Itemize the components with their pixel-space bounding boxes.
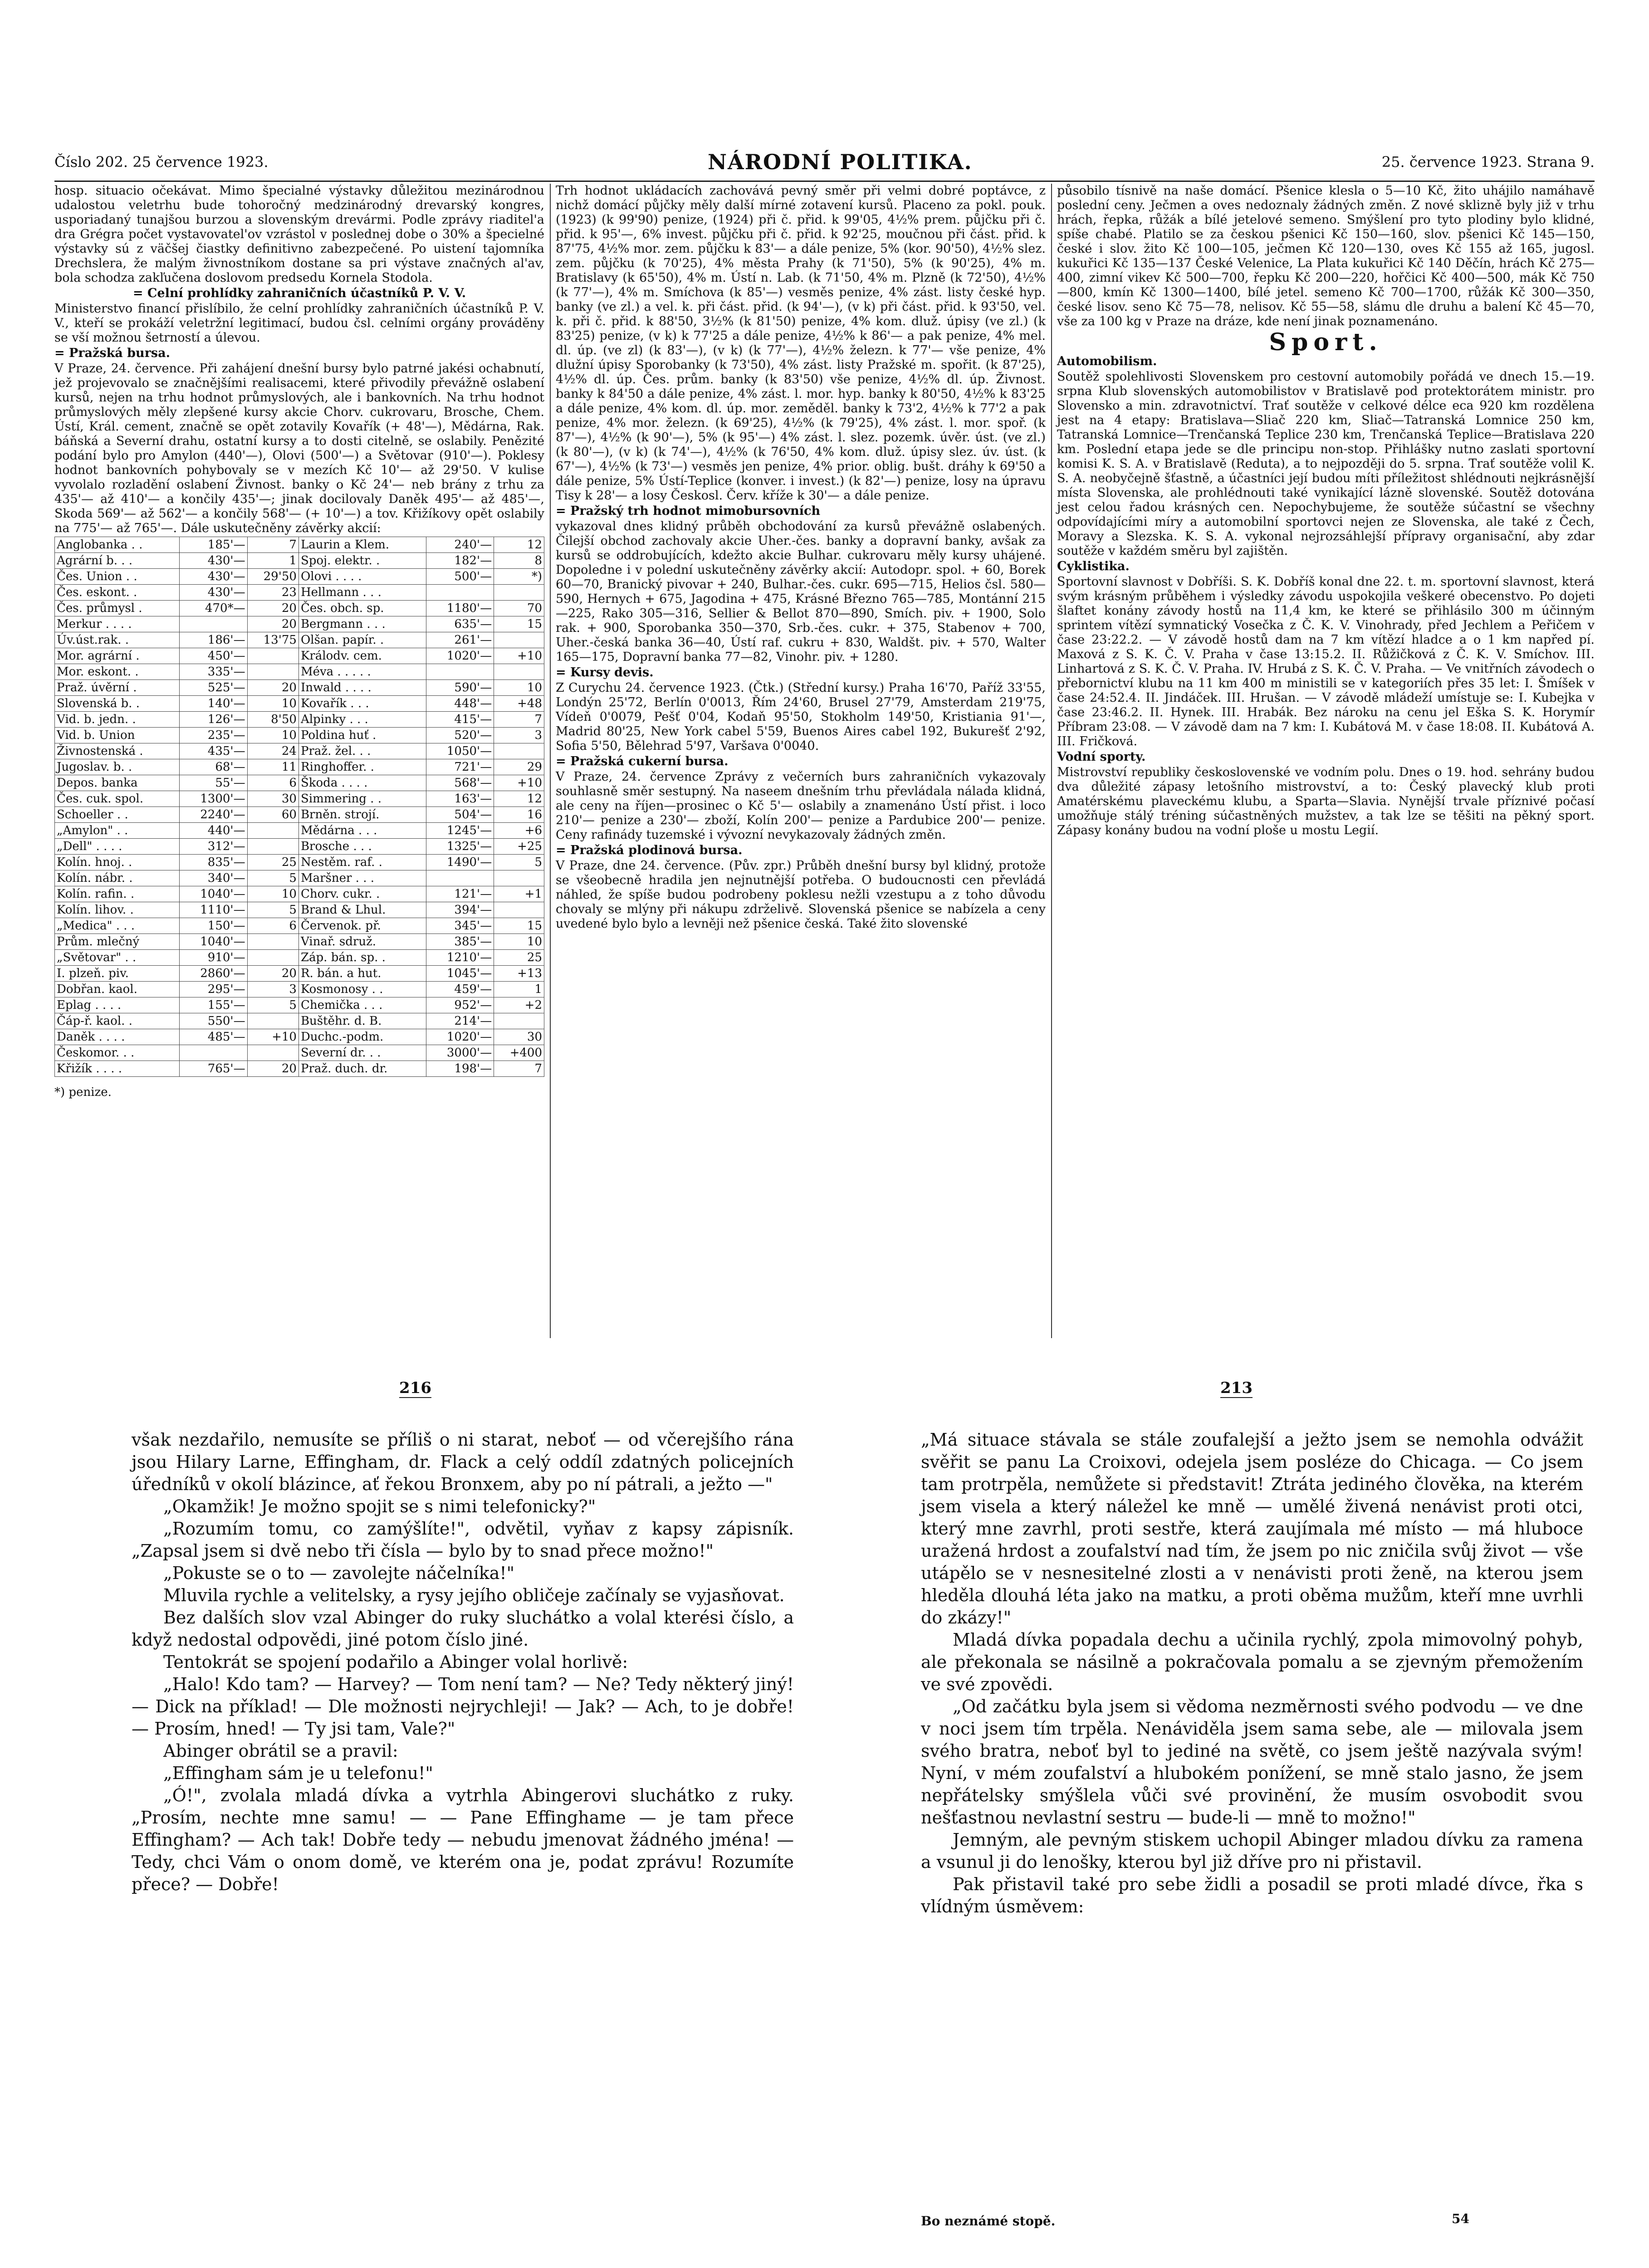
stock-change: [494, 585, 544, 601]
stock-closing-table: [54, 537, 544, 1077]
stock-change: 11: [247, 759, 298, 775]
stock-change: +400: [494, 1045, 544, 1061]
stock-change: 29'50: [247, 569, 298, 585]
stock-name: Chemička . . .: [298, 997, 426, 1013]
col1-heading-3: = Pražská bursa.: [54, 346, 171, 360]
column-2: [556, 184, 1046, 932]
stock-name: Českomor. . .: [55, 1045, 180, 1061]
stock-price: 525'—: [180, 680, 247, 696]
stock-change: 8'50: [247, 712, 298, 728]
stock-name: Vid. b. jedn. .: [55, 712, 180, 728]
stock-change: 15: [494, 918, 544, 934]
novel-paragraph: „Od začátku byla jsem si vědoma nezměrnosti svého podvodu — ve dne v noci jsem tím trpěla. Nenáviděla jsem sama sebe, ale — milovala jsem svého bratra, neboť byl to jediné na světě, co jsem ještě nazývala svým! Nyní, v mém zoufalství a hlubokém ponížení, se mně stalo jasno, že jsem nepřátelsky smýšlela vůči své provinění, že musím osvobodit svou nešťastnou nevlastní sestru — bude-li — mně to možno!": [921, 1696, 1583, 1828]
stock-name: Praž. žel. . .: [298, 743, 426, 759]
stock-name: Chorv. cukr. .: [298, 886, 426, 902]
stock-row: [55, 807, 544, 823]
right-page-number: 213: [1220, 1379, 1253, 1397]
stock-name: Kolín. hnoj. .: [55, 855, 180, 870]
stock-price: 214'—: [426, 1013, 494, 1029]
stock-change: 13'75: [247, 632, 298, 648]
novel-footer-title: Bo neznámé stopě.: [921, 2214, 1056, 2229]
stock-price: [426, 664, 494, 680]
stock-name: Slovenská b. .: [55, 696, 180, 712]
stock-change: 20: [247, 1061, 298, 1077]
stock-price: 520'—: [426, 728, 494, 743]
col1-heading-2: = Celní prohlídky zahraničních účastníků P. V. V.: [132, 286, 466, 300]
stock-name: Kovařík . . .: [298, 696, 426, 712]
stock-row: [55, 664, 544, 680]
stock-name: Brosche . . .: [298, 839, 426, 855]
stock-name: Olovi . . . .: [298, 569, 426, 585]
stock-row: [55, 902, 544, 918]
stock-change: 5: [247, 902, 298, 918]
stock-change: 3: [247, 982, 298, 997]
stock-change: 10: [494, 934, 544, 950]
stock-row: [55, 870, 544, 886]
stock-price: 1020'—: [426, 1029, 494, 1045]
stock-change: 20: [247, 680, 298, 696]
stock-change: 10: [247, 696, 298, 712]
stock-name: Bergmann . . .: [298, 616, 426, 632]
stock-name: Alpinky . . .: [298, 712, 426, 728]
stock-change: +48: [494, 696, 544, 712]
novel-paragraph: „Má situace stávala se stále zoufalejší a ježto jsem se nemohla odvážit svěřit se panu La Croixovi, odejela jsem posléze do Chicaga. — Co jsem tam protrpěla, nemůžete si představit! Ztráta jediného člověka, na kterém jsem visela a který náležel ke mně — umělé živená nenávist proti otci, který mne zavrhl, proti sestře, která zaujímala mé místo — má hluboce uražená hrdost a zoufalství nad tím, že jsem po nic zničila svůj život — vše utápělo se v nesnesitelné zlosti a v nenávisti proti ženě, na kterou jsem hleděla dlouhá léta jako na matku, a proti oběma mužům, kteří mne uvrhli do zkázy!": [921, 1430, 1583, 1628]
stock-change: 3: [494, 728, 544, 743]
col3-paragraph-4: Mistrovství republiky československé ve vodním polu. Dnes o 19. hod. sehrány budou dva důležité zápasy letošního mistrovství, a to: Český plavecký klub proti Amatérskému plaveckému klubu, a Sparta—Slavia. Nynější trvale příznivé počasí umožňuje stálý tréning súčastněných mužstev, a tak lze se těšiti na pěkný sport. Zápasy konány budou na vodní ploše u mostu Legií.: [1057, 765, 1595, 837]
stock-change: +2: [494, 997, 544, 1013]
stock-row: [55, 791, 544, 807]
stock-row: [55, 569, 544, 585]
stock-price: 504'—: [426, 807, 494, 823]
novel-paragraph: Abinger obrátil se a pravil:: [163, 1741, 398, 1761]
stock-price: 140'—: [180, 696, 247, 712]
stock-change: 16: [494, 807, 544, 823]
stock-price: 340'—: [180, 870, 247, 886]
stock-change: 30: [494, 1029, 544, 1045]
col3-paragraph-3: Sportovní slavnost v Dobříši. S. K. Dobříš konal dne 22. t. m. sportovní slavnost, která svým krásným průběhem i výsledky závodu uspokojila veškeré obecenstvo. Po dojeti šlaftet konány závody hostů na 11,4 km, ke které se přihlásilo 300 m účinným sprintem vítězí symnatický Vosečka z Č. K. V. Vinohrady, před Jechlem a Peřičem v čase 23:22.2. — V závodě hostů dam na 7 km vítězí hladce a o 1 km napřed pí. Maxová z S. K. Č. V. Praha v čase 13:15.2. II. Růžičková z Č. K. V. Smíchov. III. Linhartová z S. K. Č. V. Praha. IV. Hrubá z S. K. Č. V. Praha. — Ve vnitřních závodech o přebornictví klubu na 11 km 400 m ministili se v kategoriích přes 35 let: I. Šmíšek v čase 24:52.4. II. Jindáček. III. Hrušan. — V závodě mládeží umístuje se: I. Kubejka v čase 23:46.2. II. Hynek. III. Hrabák. Bez nároku na cenu jel Eška S. K. Horymír Příbram 23:08. — V závodě dam na 7 km: I. Kubátová M. v čase 18:08. II. Kubátová A. III. Fričková.: [1057, 575, 1595, 748]
stock-change: 15: [494, 616, 544, 632]
stock-name: Spoj. elektr. .: [298, 553, 426, 569]
stock-row: [55, 982, 544, 997]
col3-paragraph-2: Soutěž spolehlivosti Slovenskem pro cestovní automobily pořádá ve dnech 15.—19. srpna Klub slovenských automobilistov v Bratislavě pod protektorátem ministr. pro Slovensko a min. zdravotnictví. Trať soutěže v celkové délce eca 920 km rozdělena jest na 4 etapy: Bratislava—Sliač 220 km, Sliač—Tatranská Lomnice 250 km, Tatranská Lomnice—Trenčanská Teplice 230 km, Trenčanská Teplice—Bratislava 220 km. Poslední etapa jede se dle principu non-stop. Přihlášky nutno zaslati sportovní komisi K. S. A. v Bratislavě (Reduta), a to nejpozději do 5. srpna. Trať soutěže volil K. S. A. neobyčejně šťastně, a účastníci její budou míti příležitost shlédnouti nejkrásnější místa Slovenska, ale prohlédnouti také vynikající lázně slovenské. Soutěž dotována jest celou řadou krásných cen. Nepochybujeme, že soutěže súčastní se všechny odpovídajícími míry a automobilní sportovci nejen ze Slovenska, ale také z Čech, Moravy a Slezska. K. S. A. vykonal nejrozsáhlejší přípravy organisační, aby zdar soutěže v každém směru byl zajištěn.: [1057, 370, 1595, 558]
stock-price: 155'—: [180, 997, 247, 1013]
stock-change: [494, 902, 544, 918]
col1-paragraph-2: Ministerstvo financí přislíbilo, že celní prohlídky zahraničních účastníků P. V. V., kteří se prokáží veletržní legitimací, budou čsl. celními orgány prováděny se vší možnou šetrností a úlevou.: [54, 302, 544, 345]
novel-paragraph: Tentokrát se spojení podařilo a Abinger volal horlivě:: [163, 1652, 628, 1672]
stock-change: +13: [494, 966, 544, 982]
stock-name: I. plzeň. piv.: [55, 966, 180, 982]
stock-change: [494, 664, 544, 680]
stock-change: [247, 950, 298, 966]
stock-name: Inwald . . . .: [298, 680, 426, 696]
stock-change: +10: [247, 1029, 298, 1045]
stock-change: 12: [494, 791, 544, 807]
stock-price: 55'—: [180, 775, 247, 791]
stock-name: Vinař. sdruž.: [298, 934, 426, 950]
stock-price: 910'—: [180, 950, 247, 966]
stock-name: Poldina huť .: [298, 728, 426, 743]
stock-row: [55, 886, 544, 902]
stock-price: 435'—: [180, 743, 247, 759]
stock-name: „Medica" . . .: [55, 918, 180, 934]
stock-price: 198'—: [426, 1061, 494, 1077]
newspaper-header: [54, 150, 1595, 181]
stock-name: Agrární b. . .: [55, 553, 180, 569]
col3-heading-vodni-sporty: Vodní sporty.: [1057, 750, 1146, 764]
stock-change: 10: [247, 886, 298, 902]
stock-price: 765'—: [180, 1061, 247, 1077]
stock-row: [55, 680, 544, 696]
stock-price: 415'—: [426, 712, 494, 728]
stock-price: 121'—: [426, 886, 494, 902]
stock-name: Nestěm. raf. .: [298, 855, 426, 870]
stock-change: 60: [247, 807, 298, 823]
stock-name: Čes. cuk. spol.: [55, 791, 180, 807]
stock-row: [55, 934, 544, 950]
col2-heading-5: = Pražská plodinová bursa.: [556, 843, 743, 857]
stock-price: 440'—: [180, 823, 247, 839]
issue-info: Číslo 202. 25 července 1923.: [54, 153, 269, 171]
stock-name: Praž. duch. dr.: [298, 1061, 426, 1077]
novel-paragraph: „Pokuste se o to — zavolejte náčelníka!": [163, 1563, 515, 1583]
stock-price: 450'—: [180, 648, 247, 664]
stock-price: 470*—: [180, 601, 247, 616]
stock-change: 23: [247, 585, 298, 601]
col2-paragraph-3: Z Curychu 24. července 1923. (Čtk.) (Střední kursy.) Praha 16'70, Paříž 33'55, Londýn 25'72, Berlín 0'0013, Řím 24'60, Brusel 27'79, Amsterdam 219'75, Vídeň 0'0079, Pešť 0'04, Kodaň 95'50, Stokholm 149'50, Kristiania 91'—, Madrid 80'25, New York cabel 5'59, Buenos Aires cabel 192, Bukurešť 2'92, Sofia 5'50, Bělehrad 5'97, Varšava 0'0040.: [556, 681, 1046, 753]
masthead-title: NÁRODNÍ POLITIKA.: [708, 150, 973, 174]
stock-price: 1040'—: [180, 886, 247, 902]
stock-price: 568'—: [426, 775, 494, 791]
novel-paragraph: „Halo! Kdo tam? — Harvey? — Tom není tam? — Ne? Tedy některý jiný! — Dick na příklad! — Dle možnosti nejrychleji! — Jak? — Ach, to je dobře! — Prosím, hned! — Ty jsi tam, Vale?": [132, 1674, 794, 1739]
column-1: [54, 184, 544, 1100]
stock-row: [55, 648, 544, 664]
stock-price: 312'—: [180, 839, 247, 855]
stock-price: 835'—: [180, 855, 247, 870]
stock-price: 500'—: [426, 569, 494, 585]
stock-row: [55, 632, 544, 648]
stock-name: Praž. úvěrní .: [55, 680, 180, 696]
novel-paragraph: „Rozumím tomu, co zamýšlíte!", odvětil, vyňav z kapsy zápisník. „Zapsal jsem si dvě nebo tři čísla — bylo by to snad přece možno!": [132, 1519, 794, 1561]
stock-price: 335'—: [180, 664, 247, 680]
stock-change: +6: [494, 823, 544, 839]
stock-price: 952'—: [426, 997, 494, 1013]
stock-change: 1: [494, 982, 544, 997]
stock-row: [55, 601, 544, 616]
stock-row: [55, 823, 544, 839]
stock-name: Čes. obch. sp.: [298, 601, 426, 616]
stock-name: Eplag . . . .: [55, 997, 180, 1013]
stock-name: „Dell" . . . .: [55, 839, 180, 855]
stock-price: 1110'—: [180, 902, 247, 918]
stock-change: 20: [247, 601, 298, 616]
stock-row: [55, 1061, 544, 1077]
stock-name: „Světovar" . .: [55, 950, 180, 966]
left-page-number: 216: [399, 1379, 431, 1397]
stock-change: [247, 934, 298, 950]
stock-name: Kolín. rafin. .: [55, 886, 180, 902]
novel-paragraph: „Ó!", zvolala mladá dívka a vytrhla Abingerovi sluchátko z ruky. „Prosím, nechte mne samu! — — Pane Effinghame — je tam přece Effingham? — Ach tak! Dobře tedy — nebudu jmenovat žádného jména! — Tedy, chci Vám o onom domě, ve kterém ona je, podat zprávu! Rozumíte přece? — Dobře!: [132, 1785, 794, 1894]
stock-row: [55, 616, 544, 632]
stock-price: 394'—: [426, 902, 494, 918]
stock-change: 24: [247, 743, 298, 759]
stock-price: 550'—: [180, 1013, 247, 1029]
stock-name: Laurin a Klem.: [298, 537, 426, 553]
stock-name: Kolín. lihov. .: [55, 902, 180, 918]
stock-price: 1045'—: [426, 966, 494, 982]
stock-name: Duchc.-podm.: [298, 1029, 426, 1045]
col3-paragraph-1: působilo tísnivě na naše domácí. Pšenice klesla o 5—10 Kč, žito uhájilo namáhavě poslední ceny. Ječmen a oves nedoznaly žádných změn. Z nové sklizně byly již v trhu hrách, řepka, růžák a bílé jetelové semeno. Smýšlení pro tyto plodiny bylo klidné, spíše chabé. Platilo se za českou pšenici Kč 150—160, slov. pšenici Kč 145—150, české i slov. žito Kč 100—105, ječmen Kč 120—130, oves Kč 155 až 165, jugosl. kukuřici Kč 135—137 České Velenice, La Plata kukuřici Kč 140 Děčín, hrách Kč 275—400, zimní vikev Kč 500—700, řepku Kč 200—220, hořčici Kč 400—500, mák Kč 750—800, kmín Kč 1300—1400, bílé jetel. semeno Kč 700—1700, růžák Kč 300—350, české lisov. seno Kč 75—78, nelisov. Kč 55—58, slámu dle druhu a balení Kč 45—70, vše za 100 kg v Praze na dráze, kde není jinak poznamenáno.: [1057, 184, 1595, 328]
stock-change: [247, 1013, 298, 1029]
stock-name: Ringhoffer. .: [298, 759, 426, 775]
stock-price: 2240'—: [180, 807, 247, 823]
stock-change: 12: [494, 537, 544, 553]
stock-change: 20: [247, 616, 298, 632]
novel-paragraph: Bez dalších slov vzal Abinger do ruky sluchátko a volal kterési číslo, a když nedostal odpovědi, jiné potom číslo jiné.: [132, 1608, 794, 1650]
column-3: [1057, 184, 1595, 839]
stock-price: 430'—: [180, 569, 247, 585]
stock-name: Čes. průmysl .: [55, 601, 180, 616]
stock-name: Živnostenská .: [55, 743, 180, 759]
stock-name: Kolín. nábr. .: [55, 870, 180, 886]
novel-paragraph: Mluvila rychle a velitelsky, a rysy jejího obličeje začínaly se vyjasňovat.: [163, 1585, 785, 1605]
stock-name: Hellmann . . .: [298, 585, 426, 601]
stock-name: Mědárna . . .: [298, 823, 426, 839]
stock-change: 29: [494, 759, 544, 775]
stock-price: 448'—: [426, 696, 494, 712]
stock-row: [55, 759, 544, 775]
stock-change: 6: [247, 775, 298, 791]
novel-paragraph: Pak přistavil také pro sebe židli a posadil se proti mladé dívce, řka s vlídným úsměvem:: [921, 1874, 1583, 1916]
stock-price: 1180'—: [426, 601, 494, 616]
stock-row: [55, 997, 544, 1013]
stock-price: [426, 585, 494, 601]
stock-price: 126'—: [180, 712, 247, 728]
stock-change: [494, 1013, 544, 1029]
stock-price: 1050'—: [426, 743, 494, 759]
stock-row: [55, 1013, 544, 1029]
stock-row: [55, 966, 544, 982]
novel-paragraph: „Effingham sám je u telefonu!": [163, 1763, 433, 1783]
col2-heading-3: = Kursy devis.: [556, 665, 654, 679]
stock-price: [180, 616, 247, 632]
stock-name: Úv.úst.rak. .: [55, 632, 180, 648]
stock-price: 240'—: [426, 537, 494, 553]
stock-name: Méva . . . . .: [298, 664, 426, 680]
column-divider-2: [1051, 184, 1052, 1338]
stock-name: Škoda . . . .: [298, 775, 426, 791]
header-rule: [54, 181, 1595, 182]
novel-footer-page: 54: [1452, 2211, 1469, 2226]
stock-price: 235'—: [180, 728, 247, 743]
stock-price: 295'—: [180, 982, 247, 997]
stock-price: 430'—: [180, 553, 247, 569]
stock-row: [55, 553, 544, 569]
stock-price: 185'—: [180, 537, 247, 553]
stock-price: 345'—: [426, 918, 494, 934]
stock-change: 5: [247, 997, 298, 1013]
stock-row: [55, 1029, 544, 1045]
stock-change: [247, 839, 298, 855]
stock-price: 459'—: [426, 982, 494, 997]
stock-change: 10: [247, 728, 298, 743]
stock-name: Čes. Union . .: [55, 569, 180, 585]
stock-name: Anglobanka . .: [55, 537, 180, 553]
stock-change: 10: [494, 680, 544, 696]
novel-paragraph: však nezdařilo, nemusíte se příliš o ni starat, neboť — od včerejšího rána jsou Hilary Larne, Effingham, dr. Flack a celý oddíl zdatných policejních úředníků v okolí blázince, ať řekou Bronxem, aby po ní pátrali, a ježto —": [132, 1430, 794, 1494]
stock-row: [55, 1045, 544, 1061]
stock-name: Dobřan. kaol.: [55, 982, 180, 997]
col2-paragraph-1: Trh hodnot ukládacích zachovává pevný směr při velmi dobré poptávce, z nichž domácí půjčky měly další mírné zotavení kursů. Placeno za pokl. pouk. (1923) (k 99'90) penize, (1924) při č. přid. k 99'05, 4½% prem. půjčku při č. přid. k 95'—, 6% invest. půjčku při č. přid. k 92'25, moučnou při část. přid. k 87'75, 4½% mor. zem. půjčku k 83'— a dále penize, 5% (kor. 90'50), 4½% slez. zem. půjčku (k 70'25), 4% města Prahy (k 71'50), 5% (k 90'25), 4% m. Bratislavy (k 65'50), 4% m. Ústí n. Lab. (k 71'50, 4% m. Plzně (k 72'50), 4½% (k 77'—), 4% m. Smíchova (k 85'—) vesměs penize, 4% zást. listy české hyp. banky (ve zl.) a vel. k. při část. přid. (k 94'—), (v k) při část. přid. k 93'50, vel. k. při č. přid. k 88'50, 3½% (k 81'50) penize, 4% kom. dluž. úpisy (ve zl.) (k 83'25) penize, (v k) k 77'25 a dále penize, 4½% k 86'— a pak penize, 4% mel. dl. úp. (ve zl) (k 83'—), (v k) (k 77'—), 4½% železn. k 77'— vše penize, 4% dlužní úpisy Sporobanky (k 73'50), 4% zást. listy Pražské m. spořit. (k 87'25), 4½% dl. úp. Čes. prům. banky (k 83'50) vše penize, 4½% dl. úp. Živnost. banky k 84'50 a dále penize, 4% zást. l. mor. hyp. banky k 80'50, 4½% k 83'25 a dále penize, 4% kom. dl. úp. mor. zeměděl. banky k 73'2, 4½% k 77'2 a pak penize, 4% mor. železn. (k 69'25), 4½% (k 79'25), 4% zást. l. mor. spoř. (k 87'—), 4½% (k 90'—), 5% (k 95'—) 4% zást. l. slez. pozemk. úvěr. úst. (ve zl.) (k 80'—), (v k) (k 74'—), 4½% (k 76'50, 4% kom. dluž. úpisy slez. úv. úst. (k 67'—), 4½% (k 73'—) vesměs jen penize, 4% prior. oblig. bušt. dráhy k 69'50 a dále penize, 5% Ústí-Teplice (konver. i invest.) (k 82'—) penize, losy na úpravu Tisy k 28'— a losy Českosl. Červ. kříže k 30'— a dále penize.: [556, 184, 1046, 503]
stock-row: [55, 918, 544, 934]
stock-price: 1210'—: [426, 950, 494, 966]
stock-change: 25: [247, 855, 298, 870]
stock-name: Brněn. strojí.: [298, 807, 426, 823]
novel-paragraph: „Okamžik! Je možno spojit se s nimi telefonicky?": [163, 1496, 596, 1516]
stock-price: 1325'—: [426, 839, 494, 855]
stock-row: [55, 855, 544, 870]
stock-change: +10: [494, 648, 544, 664]
stock-row: [55, 775, 544, 791]
stock-name: Merkur . . . .: [55, 616, 180, 632]
page-info: 25. července 1923. Strana 9.: [1381, 153, 1595, 171]
stock-price: 1040'—: [180, 934, 247, 950]
stock-price: 385'—: [426, 934, 494, 950]
sport-section-title: Sport.: [1269, 328, 1383, 356]
stock-name: Depos. banka: [55, 775, 180, 791]
stock-name: Prům. mlečný: [55, 934, 180, 950]
stock-name: Simmering . .: [298, 791, 426, 807]
stock-change: 1: [247, 553, 298, 569]
stock-row: [55, 537, 544, 553]
stock-change: 7: [247, 537, 298, 553]
stock-change: 7: [494, 1061, 544, 1077]
stock-price: 2860'—: [180, 966, 247, 982]
stock-name: Jugoslav. b. .: [55, 759, 180, 775]
stock-change: *): [494, 569, 544, 585]
stock-change: 6: [247, 918, 298, 934]
stock-change: 70: [494, 601, 544, 616]
stock-price: 3000'—: [426, 1045, 494, 1061]
stock-change: [247, 1045, 298, 1061]
stock-price: 1020'—: [426, 648, 494, 664]
stock-price: 163'—: [426, 791, 494, 807]
stock-name: R. bán. a hut.: [298, 966, 426, 982]
stock-price: 430'—: [180, 585, 247, 601]
stock-name: Kosmonosy . .: [298, 982, 426, 997]
stock-change: [247, 648, 298, 664]
stock-price: 68'—: [180, 759, 247, 775]
novel-right-page: [921, 1429, 1583, 1918]
stock-row: [55, 696, 544, 712]
stock-name: Brand & Lhul.: [298, 902, 426, 918]
stock-price: 1490'—: [426, 855, 494, 870]
stock-change: [494, 870, 544, 886]
stock-name: Červenok. př.: [298, 918, 426, 934]
col1-paragraph-1: hosp. situacio očekávat. Mimo špecialné výstavky důležitou mezinárodnou udalostou veletrhu bude tohoročný medzinárodný drevarský kongres, usporiadaný tunajšou burzou a slovenským drevármi. Podle zprávy riaditel'a dra Grégra počet vystavovatel'ov vzrástol v poslednej dobe o 30% a špecielné výstavky sú z väčšej čiastky definitivno zabezpečené. Po uistení tajomníka Drechslera, že malým živnostníkom dostane sa pri výstave značných al'av, bola schodza zakľučena doslovom predsedu Kornela Stodola.: [54, 184, 544, 285]
stock-price: [426, 870, 494, 886]
stock-name: „Amylon" . .: [55, 823, 180, 839]
stock-price: 1300'—: [180, 791, 247, 807]
stock-change: +25: [494, 839, 544, 855]
stock-price: 261'—: [426, 632, 494, 648]
stock-change: 20: [247, 966, 298, 982]
stock-change: [247, 664, 298, 680]
stock-price: [180, 1045, 247, 1061]
stock-change: 7: [494, 712, 544, 728]
stock-row: [55, 585, 544, 601]
col2-heading-2: = Pražský trh hodnot mimobursovních: [556, 504, 821, 518]
novel-paragraph: Jemným, ale pevným stiskem uchopil Abinger mladou dívku za ramena a vsunul ji do lenošky, kterou byl již dříve pro ni přistavil.: [921, 1830, 1583, 1872]
stock-change: 30: [247, 791, 298, 807]
col2-paragraph-2: vykazoval dnes klidný průběh obchodování za kursů převážně oslabených. Čilejší obchod zachovaly akcie Uher.-čes. banky a dopravní banky, avšak za kursů se oddrobujících, kdežto akcie Bulhar. cukrovaru měly kursy uhájené. Dopoledne i v polední uskutečněny závěrky akcií: Autodopr. spol. + 60, Borek 60—70, Branický pivovar + 240, Bulhar.-čes. cukr. 695—715, Helios čsl. 580—590, Hernych + 675, Jagodina + 475, Krásné Březno 765—785, Montánní 215—225, Rako 305—316, Sellier & Bellot 870—890, Smích. piv. + 1900, Solo rak. + 900, Sporobanka 350—370, Srb.-čes. cukr. + 375, Stabenov + 700, Uher.-česká banka 36—40, Ústí raf. cukru + 830, Waldšt. piv. + 570, Walter 165—175, Dopravní banka 77—82, Vinohr. piv. + 1280.: [556, 519, 1046, 664]
stock-name: Záp. bán. sp. .: [298, 950, 426, 966]
col2-paragraph-5: V Praze, dne 24. července. (Pův. zpr.) Průběh dnešní bursy byl klidný, protože se všeobecně hradila jen nejnutnější potřeba. O budoucnosti cen převládá náhled, že spíše budou podrobeny poklesu nežli vzestupu a z toho důvodu chovaly se mlýny při nákupu zdrželivě. Slovenská pšenice se nabízela a ceny uvedené bylo bylo a levněji než pšenice česká. Také žito slovenské: [556, 859, 1046, 931]
col1-paragraph-3: V Praze, 24. července. Při zahájení dnešní bursy bylo patrné jakési ochabnutí, jež projevovalo se značnějšími realisacemi, které přivodily převážně oslabení kursů, nejen na trhu hodnot průmyslových, ale i bankovních. Na trhu hodnot průmyslových měly zlepšené kursy akcie Chorv. cukrovaru, Brosche, Chem. Ústí, Král. cement, značně se opět zotavily Kovařík (+ 48'—), Mědárna, Rak. báňská a Severní drahu, ostatní kursy a to dosti citelně, se oslabily. Penězité podání bylo pro Amylon (440'—), Olovi (500'—) a Světovar (910'—). Poklesy hodnot bankovních pohybovaly se v mezích Kč 10'— až 29'50. V kulise vyvolalo rozladění oslabení Živnost. banky o Kč 24'— neb brány z trhu za 435'— až 410'— a končily 435'—; jinak docilovaly Daněk 495'— až 485'—, Skoda 569'— až 562'— a končily 568'— (+ 10'—) a tov. Křižíkovy opět oslabily na 775'— až 765'—. Dále uskutečněny závěrky akcií:: [54, 362, 544, 535]
stock-name: Křižík . . . .: [55, 1061, 180, 1077]
novel-paragraph: Mladá dívka popadala dechu a učinila rychlý, zpola mimovolný pohyb, ale překonala se násilně a pokračovala pomalu a se zjevným přemožením ve své zpovědi.: [921, 1630, 1583, 1694]
novel-left-page: [132, 1429, 794, 1896]
stock-name: Severní dr. . .: [298, 1045, 426, 1061]
stock-name: Čáp-ř. kaol. .: [55, 1013, 180, 1029]
stock-change: [494, 632, 544, 648]
stock-price: 186'—: [180, 632, 247, 648]
col3-heading-automobilism: Automobilism.: [1057, 354, 1157, 368]
stock-price: 721'—: [426, 759, 494, 775]
stock-name: Maršner . . .: [298, 870, 426, 886]
stock-price: 635'—: [426, 616, 494, 632]
stock-name: Králodv. cem.: [298, 648, 426, 664]
stock-change: [494, 743, 544, 759]
stock-row: [55, 839, 544, 855]
stock-name: Čes. eskont. .: [55, 585, 180, 601]
stock-price: 150'—: [180, 918, 247, 934]
stock-row: [55, 712, 544, 728]
stock-name: Schoeller . .: [55, 807, 180, 823]
stock-name: Mor. agrární .: [55, 648, 180, 664]
table-footnote: *) penize.: [54, 1085, 112, 1099]
stock-change: [247, 823, 298, 839]
stock-name: Vid. b. Union: [55, 728, 180, 743]
stock-name: Daněk . . . .: [55, 1029, 180, 1045]
stock-row: [55, 728, 544, 743]
stock-name: Buštěhr. d. B.: [298, 1013, 426, 1029]
stock-change: 25: [494, 950, 544, 966]
stock-price: 590'—: [426, 680, 494, 696]
stock-row: [55, 950, 544, 966]
stock-change: +1: [494, 886, 544, 902]
stock-price: 1245'—: [426, 823, 494, 839]
column-divider-1: [550, 184, 551, 1338]
stock-change: +10: [494, 775, 544, 791]
stock-price: 485'—: [180, 1029, 247, 1045]
stock-row: [55, 743, 544, 759]
stock-price: 182'—: [426, 553, 494, 569]
stock-name: Mor. eskont. .: [55, 664, 180, 680]
stock-name: Olšan. papír. .: [298, 632, 426, 648]
col2-heading-4: = Pražská cukerní bursa.: [556, 754, 729, 768]
col2-paragraph-4: V Praze, 24. července Zprávy z večerních burs zahraničních vykazovaly souhlasně směr sestupný. Na naseem dnešním trhu převládala nálada klidná, ale ceny na říjen—prosinec o Kč 5'— oslabily a znamenáno Ústí přist. i loco 210'— penize a 230'— zboží, Kolín 200'— penize a Pardubice 200'— penize. Ceny rafinády tuzemské i vývozní nevykazovaly žádných změn.: [556, 770, 1046, 842]
col3-heading-cyklistika: Cyklistika.: [1057, 559, 1130, 573]
stock-change: 5: [247, 870, 298, 886]
stock-change: 8: [494, 553, 544, 569]
stock-change: 5: [494, 855, 544, 870]
